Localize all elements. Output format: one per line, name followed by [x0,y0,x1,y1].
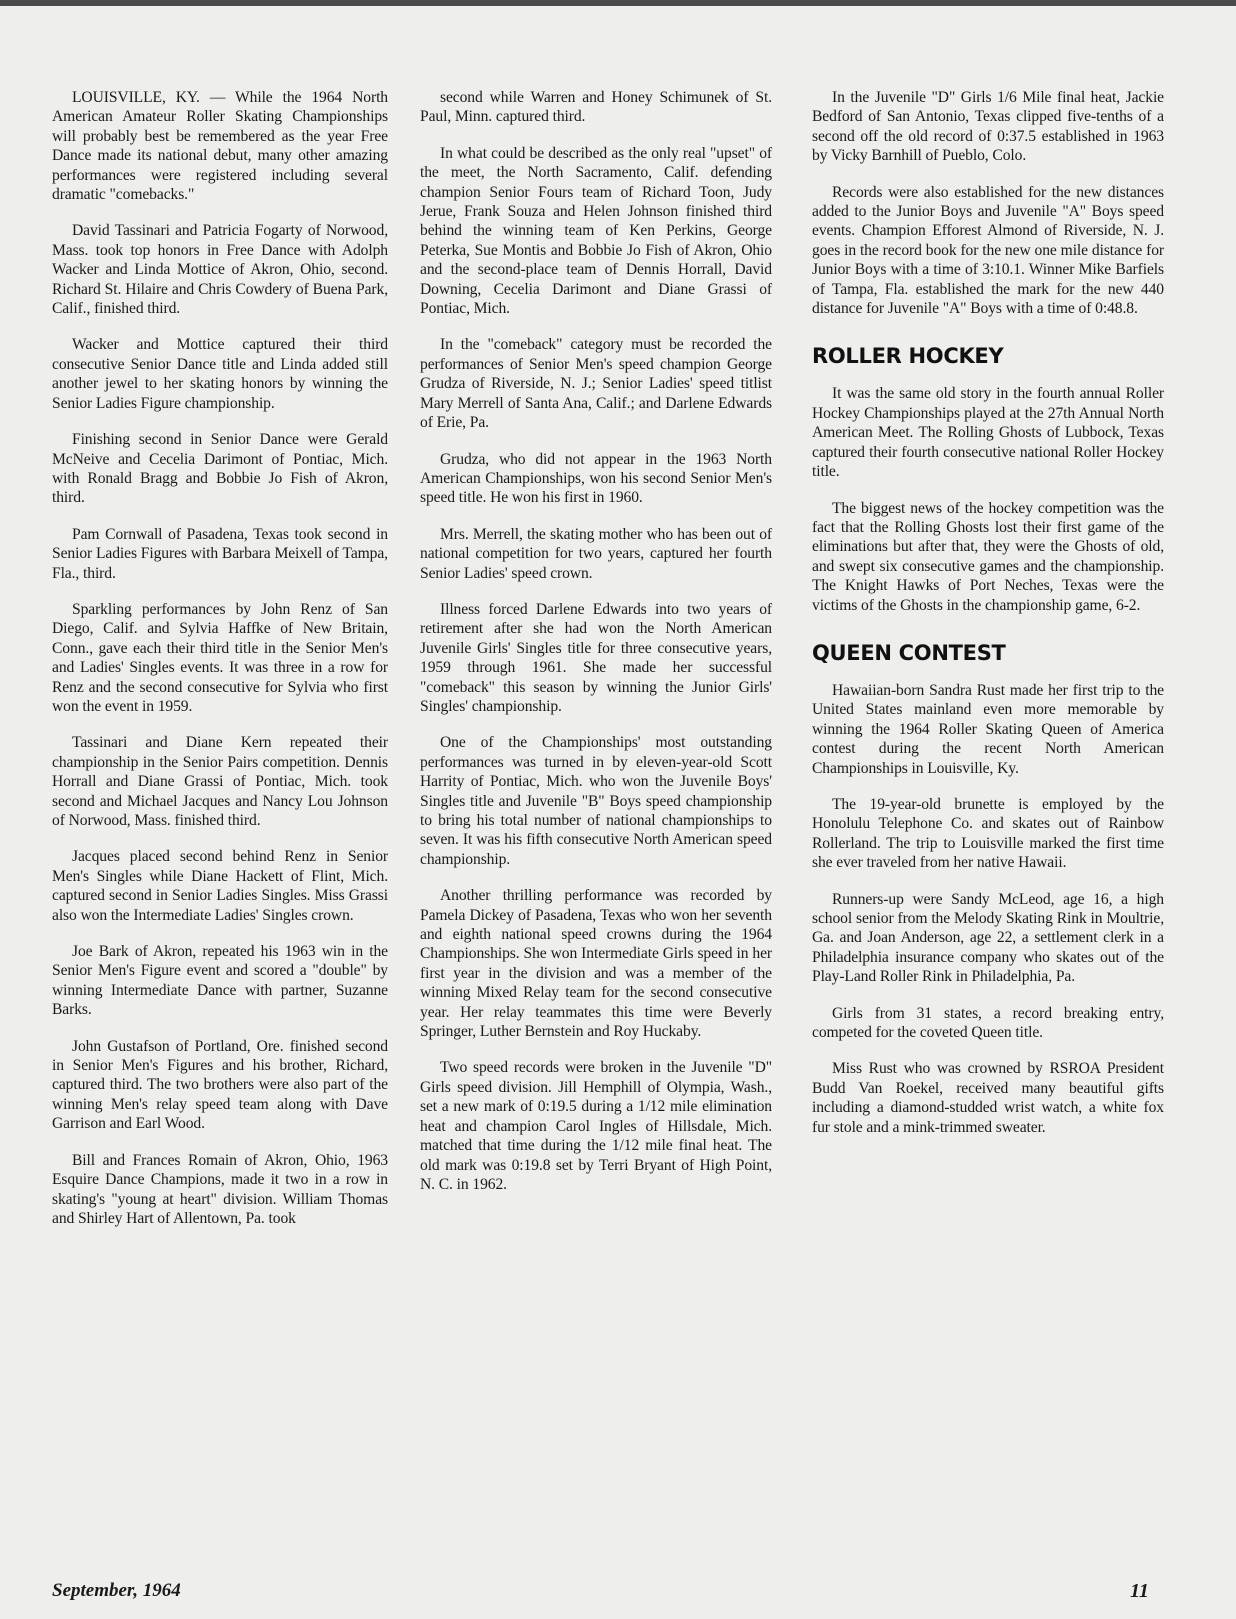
section-heading-queen-contest: QUEEN CONTEST [812,640,1006,665]
paragraph: Tassinari and Diane Kern repeated their championship in the Senior Pairs competition. Dennis Horrall and Diane Grassi of Pontiac, Mich. took second and Michael Jacques and Nancy Lou Johnson of Norwood, Mass. finished third. [52,734,388,829]
paragraph: Runners-up were Sandy McLeod, age 16, a high school senior from the Melody Skating Rink in Moultrie, Ga. and Joan Anderson, age 22, a settlement clerk in a Philadelphia insurance company who skates out of the Play-Land Roller Rink in Philadelphia, Pa. [812,890,1164,986]
paragraph: Mrs. Merrell, the skating mother who has been out of national competition for two years, captured her fourth Senior Ladies' speed crown. [420,525,772,582]
paragraph: In the "comeback" category must be recorded the performances of Senior Men's speed champion George Grudza of Riverside, N. J.; Senior Ladies' speed titlist Mary Merrell of Santa Ana, Calif.; and Darlene Edwards of Erie, Pa. [420,336,772,432]
paragraph: David Tassinari and Patricia Fogarty of Norwood, Mass. took top honors in Free Dance with Adolph Wacker and Linda Mottice of Akron, Ohio, second. Richard St. Hilaire and Chris Cowdery of Buena Park, Calif., finished third. [52,222,388,318]
paragraph: One of the Championships' most outstanding performances was turned in by eleven-year-old Scott Harrity of Pontiac, Mich. who won the Juvenile Boys' Singles title and Juvenile "B" Boys speed championship to bring his total number of national championships to seven. It was his fifth consecutive North American speed championship. [420,734,772,868]
paragraph: In the Juvenile "D" Girls 1/6 Mile final heat, Jackie Bedford of San Antonio, Texas clipped five-tenths of a second off the old record of 0:37.5 established in 1963 by Vicky Barnhill of Pueblo, Colo. [812,89,1164,165]
paragraph: Records were also established for the new distances added to the Junior Boys and Juvenile "A" Boys speed events. Champion Efforest Almond of Riverside, N. J. goes in the record book for the new one mile distance for Junior Boys with a time of 3:10.1. Winner Mike Barfiels of Tampa, Fla. established the mark for the new 440 distance for Juvenile "A" Boys with a time of 0:48.8. [812,183,1164,318]
footer-date: September, 1964 [52,1580,181,1601]
paragraph: The biggest news of the hockey competition was the fact that the Rolling Ghosts lost their first game of the eliminations but after that, they were the Ghosts of old, and swept six consecutive games and the championship. The Knight Hawks of Port Neches, Texas were the victims of the Ghosts in the championship game, 6-2. [812,499,1164,614]
scan-edge [0,0,1236,6]
page-number: 11 [1130,1580,1149,1602]
paragraph: Girls from 31 states, a record breaking entry, competed for the coveted Queen title. [812,1004,1164,1042]
column-1 [52,88,388,1245]
paragraph: Sparkling performances by John Renz of San Diego, Calif. and Sylvia Haffke of New Britain, Conn., gave each their third title in the Senior Men's and Ladies' Singles events. It was three in a row for Renz and the second consecutive for Sylvia who first won the event in 1959. [52,600,388,715]
paragraph: Illness forced Darlene Edwards into two years of retirement after she had won the North American Juvenile Girls' Singles title for three consecutive years, 1959 through 1961. She made her successful "comeback" this season by winning the Junior Girls' Singles' championship. [420,600,772,715]
paragraph: It was the same old story in the fourth annual Roller Hockey Championships played at the 27th Annual North American Meet. The Rolling Ghosts of Lubbock, Texas captured their fourth consecutive national Roller Hockey title. [812,385,1164,481]
paragraph: Joe Bark of Akron, repeated his 1963 win in the Senior Men's Figure event and scored a "double" by winning Intermediate Dance with partner, Suzanne Barks. [52,943,388,1019]
paragraph: Two speed records were broken in the Juvenile "D" Girls speed division. Jill Hemphill of Olympia, Wash., set a new mark of 0:19.5 during a 1/12 mile elimination heat and champion Carol Ingles of Hillsdale, Mich. matched that time during the 1/12 mile final heat. The old mark was 0:19.8 set by Terri Bryant of High Point, N. C. in 1962. [420,1059,772,1193]
paragraph: Finishing second in Senior Dance were Gerald McNeive and Cecelia Darimont of Pontiac, Mich. with Ronald Bragg and Bobbie Jo Fish of Akron, third. [52,431,388,507]
paragraph: Grudza, who did not appear in the 1963 North American Championships, won his second Senior Men's speed title. He won his first in 1960. [420,450,772,507]
paragraph: Miss Rust who was crowned by RSROA President Budd Van Roekel, received many beautiful gifts including a diamond-studded wrist watch, a white fox fur stole and a mink-trimmed sweater. [812,1060,1164,1136]
paragraph: John Gustafson of Portland, Ore. finished second in Senior Men's Figures and his brother, Richard, captured third. The two brothers were also part of the winning Men's relay speed team along with Dave Garrison and Earl Wood. [52,1037,388,1133]
column-2 [420,88,772,1211]
paragraph: second while Warren and Honey Schimunek of St. Paul, Minn. captured third. [420,89,772,126]
paragraph: Pam Cornwall of Pasadena, Texas took second in Senior Ladies Figures with Barbara Meixell of Tampa, Fla., third. [52,525,388,582]
paragraph: The 19-year-old brunette is employed by the Honolulu Telephone Co. and skates out of Rainbow Rollerland. The trip to Louisville marked the first time she ever traveled from her native Hawaii. [812,795,1164,872]
paragraph: Bill and Frances Romain of Akron, Ohio, 1963 Esquire Dance Champions, made it two in a row in skating's "young at heart" division. William Thomas and Shirley Hart of Allentown, Pa. took [52,1151,388,1227]
paragraph: Jacques placed second behind Renz in Senior Men's Singles while Diane Hackett of Flint, Mich. captured second in Senior Ladies Singles. Miss Grassi also won the Intermediate Ladies' Singles crown. [52,848,388,924]
paragraph: Hawaiian-born Sandra Rust made her first trip to the United States mainland even more memorable by winning the 1964 Roller Skating Queen of America contest during the recent North American Championships in Louisville, Ky. [812,681,1164,777]
column-3 [812,88,1164,1154]
paragraph: Wacker and Mottice captured their third consecutive Senior Dance title and Linda added still another jewel to her skating honors by winning the Senior Ladies Figure championship. [52,336,388,412]
paragraph: LOUISVILLE, KY. — While the 1964 North American Amateur Roller Skating Championships will probably best be remembered as the year Free Dance made its national debut, many other amazing performances were registered including several dramatic "comebacks." [52,89,388,204]
paragraph: In what could be described as the only real "upset" of the meet, the North Sacramento, Calif. defending champion Senior Fours team of Richard Toon, Judy Jerue, Frank Souza and Helen Johnson finished third behind the winning team of Ken Perkins, George Peterka, Sue Montis and Bobbie Jo Fish of Akron, Ohio and the second-place team of Dennis Horrall, David Downing, Cecelia Darimont and Diane Grassi of Pontiac, Mich. [420,144,772,318]
paragraph: Another thrilling performance was recorded by Pamela Dickey of Pasadena, Texas who won her seventh and eighth national speed crowns during the 1964 Championships. She won Intermediate Girls speed in her first year in the division and was a member of the winning Mixed Relay team for the second consecutive year. Her relay teammates this time were Beverly Springer, Luther Bernstein and Roy Huckaby. [420,887,772,1041]
section-heading-roller-hockey: ROLLER HOCKEY [812,344,1004,369]
